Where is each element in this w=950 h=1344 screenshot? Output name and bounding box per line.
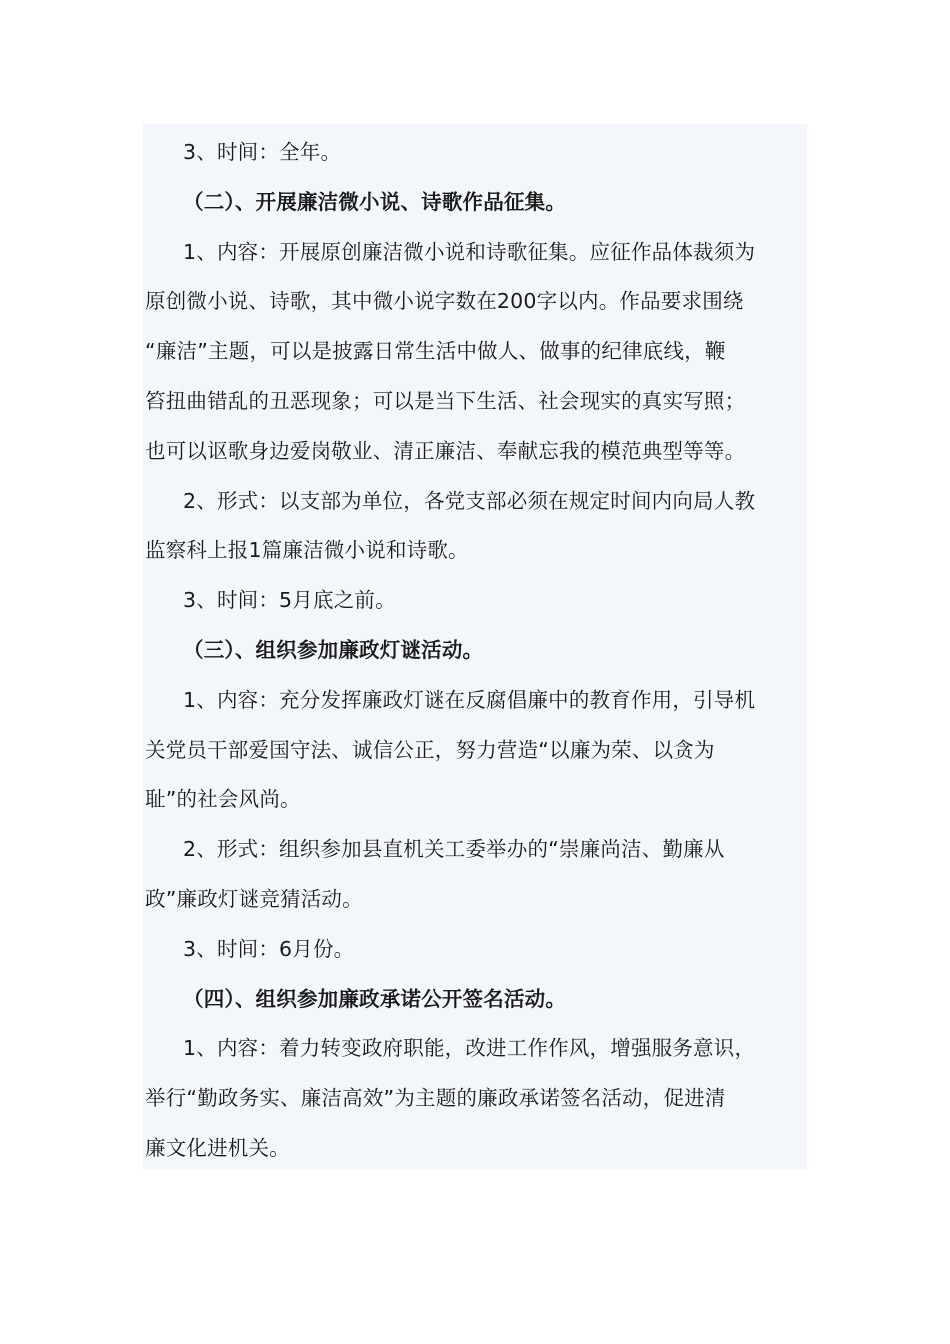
paragraph-line: 监察科上报1篇廉洁微小说和诗歌。 — [145, 538, 469, 563]
paragraph-line: 3、时间：全年。 — [183, 140, 342, 164]
paragraph-line: 举行“勤政务实、廉洁高效”为主题的廉政承诺签名活动，促进清 — [145, 1086, 726, 1111]
paragraph-line: 政”廉政灯谜竞猜活动。 — [145, 886, 363, 911]
paragraph-line: “廉洁”主题，可以是披露日常生活中做人、做事的纪律底线，鞭 — [145, 339, 726, 364]
paragraph-line: 2、形式：以支部为单位，各党支部必须在规定时间内向局人教 — [183, 488, 756, 513]
paragraph-line: 关党员干部爱国守法、诚信公正，努力营造“以廉为荣、以贪为 — [145, 737, 715, 762]
paragraph-line: 原创微小说、诗歌，其中微小说字数在200字以内。作品要求围绕 — [145, 289, 744, 314]
document-body — [145, 128, 805, 1174]
paragraph-line: 1、内容：充分发挥廉政灯谜在反腐倡廉中的教育作用，引导机 — [183, 687, 756, 712]
paragraph-line: 耻”的社会风尚。 — [145, 787, 301, 812]
paragraph-line: 3、时间：6月份。 — [183, 936, 355, 961]
paragraph-line: 1、内容：开展原创廉洁微小说和诗歌征集。应征作品体裁须为 — [183, 239, 756, 264]
paragraph-line: 2、形式：组织参加县直机关工委举办的“崇廉尚洁、勤廉从 — [183, 837, 725, 862]
paragraph-line: 也可以讴歌身边爱岗敬业、清正廉洁、奉献忘我的模范典型等等。 — [145, 438, 746, 463]
paragraph-line: 笞扭曲错乱的丑恶现象；可以是当下生活、社会现实的真实写照； — [145, 388, 746, 413]
section-heading: （二）、开展廉洁微小说、诗歌作品征集。 — [183, 189, 567, 214]
section-heading: （四）、组织参加廉政承诺公开签名活动。 — [183, 986, 567, 1011]
paragraph-line: 1、内容：着力转变政府职能，改进工作作风，增强服务意识， — [183, 1036, 756, 1061]
paragraph-line: 廉文化进机关。 — [145, 1135, 290, 1160]
section-heading: （三）、组织参加廉政灯谜活动。 — [183, 637, 484, 662]
paragraph-line: 3、时间：5月底之前。 — [183, 588, 396, 613]
